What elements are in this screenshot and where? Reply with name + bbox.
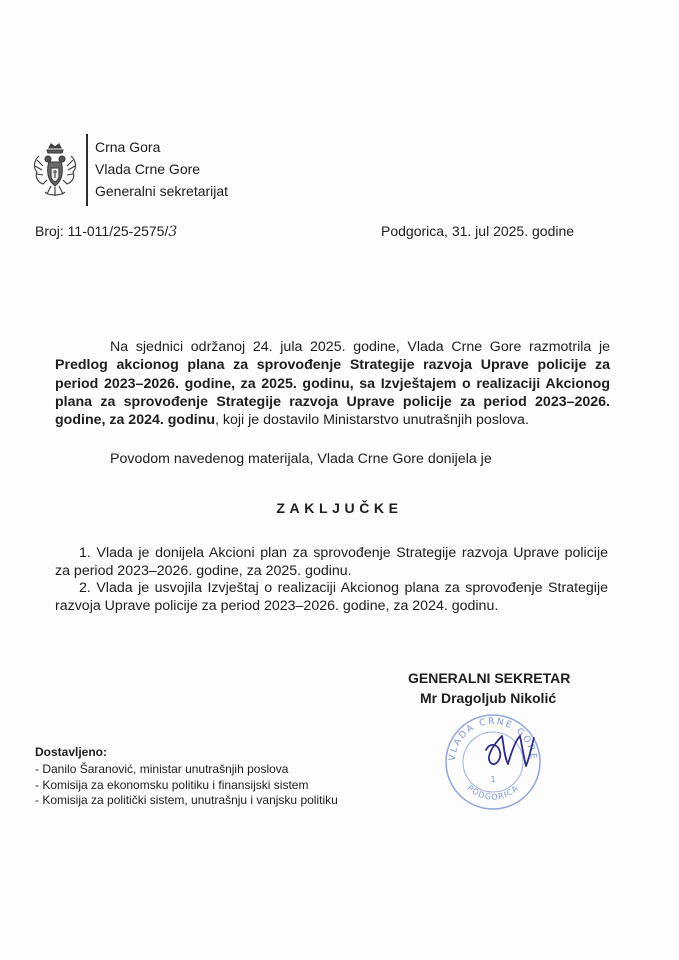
reference-number <box>35 222 177 241</box>
header-divider <box>86 134 88 206</box>
svg-text:VLADA CRNE GORE <box>448 717 538 762</box>
intro-paragraph <box>55 338 610 429</box>
document-date: Podgorica, 31. jul 2025. godine <box>381 223 575 239</box>
office-name: Generalni sekretarijat <box>95 183 229 199</box>
montenegro-coat-of-arms-icon <box>31 142 79 200</box>
signatory-title: GENERALNI SEKRETAR <box>408 670 571 686</box>
svg-text:PODGORICA <box>466 783 521 801</box>
signatory-name: Mr Dragoljub Nikolić <box>420 690 557 706</box>
intro-text: Na sjednici održanoj 24. jula 2025. godine, Vlada Crne Gore razmotrila je <box>110 339 610 355</box>
conclusion-text: 2. Vlada je usvojila Izvještaj o realizaciji Akcionog plana za sprovođenje Strategije razvoja Uprave policije za period 2023–2026. godine, za 2024. godinu. <box>55 580 608 615</box>
stamp-city: PODGORICA <box>465 783 521 802</box>
distribution-item: - Komisija za ekonomsku politiku i finansijski sistem <box>35 778 338 794</box>
country-name: Crna Gora <box>95 139 161 155</box>
conclusions-heading: ZAKLJUČKE <box>276 500 403 516</box>
intro-bold-subject: Predlog akcionog plana za sprovođenje Strategije razvoja Uprave policije za period 2023–2026. godine, za 2025. godinu, sa Izvještajem o realizaciji Akcionog plana za sprovođenje Strategije razvoja Uprave policije za period 2023–2026. godine, za 2024. godinu <box>55 357 610 429</box>
conclusion-item <box>55 579 608 616</box>
distribution-item: - Komisija za politički sistem, unutrašnju i vanjsku politiku <box>35 793 338 809</box>
conclusion-text: 1. Vlada je donijela Akcioni plan za sprovođenje Strategije razvoja Uprave policije za period 2023–2026. godine, za 2025. godinu. <box>55 545 608 580</box>
conclusion-item <box>55 544 608 581</box>
stamp-number: 1 <box>490 775 496 784</box>
intro-tail: , koji je dostavilo Ministarstvo unutrašnjih poslova. <box>215 412 529 429</box>
government-name: Vlada Crne Gore <box>95 161 201 177</box>
decision-intro: Povodom navedenog materijala, Vlada Crne Gore donijela je <box>110 451 492 467</box>
distribution-item: - Danilo Šaranović, ministar unutrašnjih poslova <box>35 762 338 778</box>
reference-handwritten-suffix: 3 <box>168 224 178 240</box>
reference-prefix: Broj: 11-011/25-2575/ <box>35 223 169 239</box>
distribution-heading: Dostavljeno: <box>35 745 108 759</box>
stamp-text: VLADA CRNE GORE <box>447 716 539 762</box>
official-stamp-with-signature <box>428 700 558 810</box>
distribution-list <box>35 762 338 809</box>
